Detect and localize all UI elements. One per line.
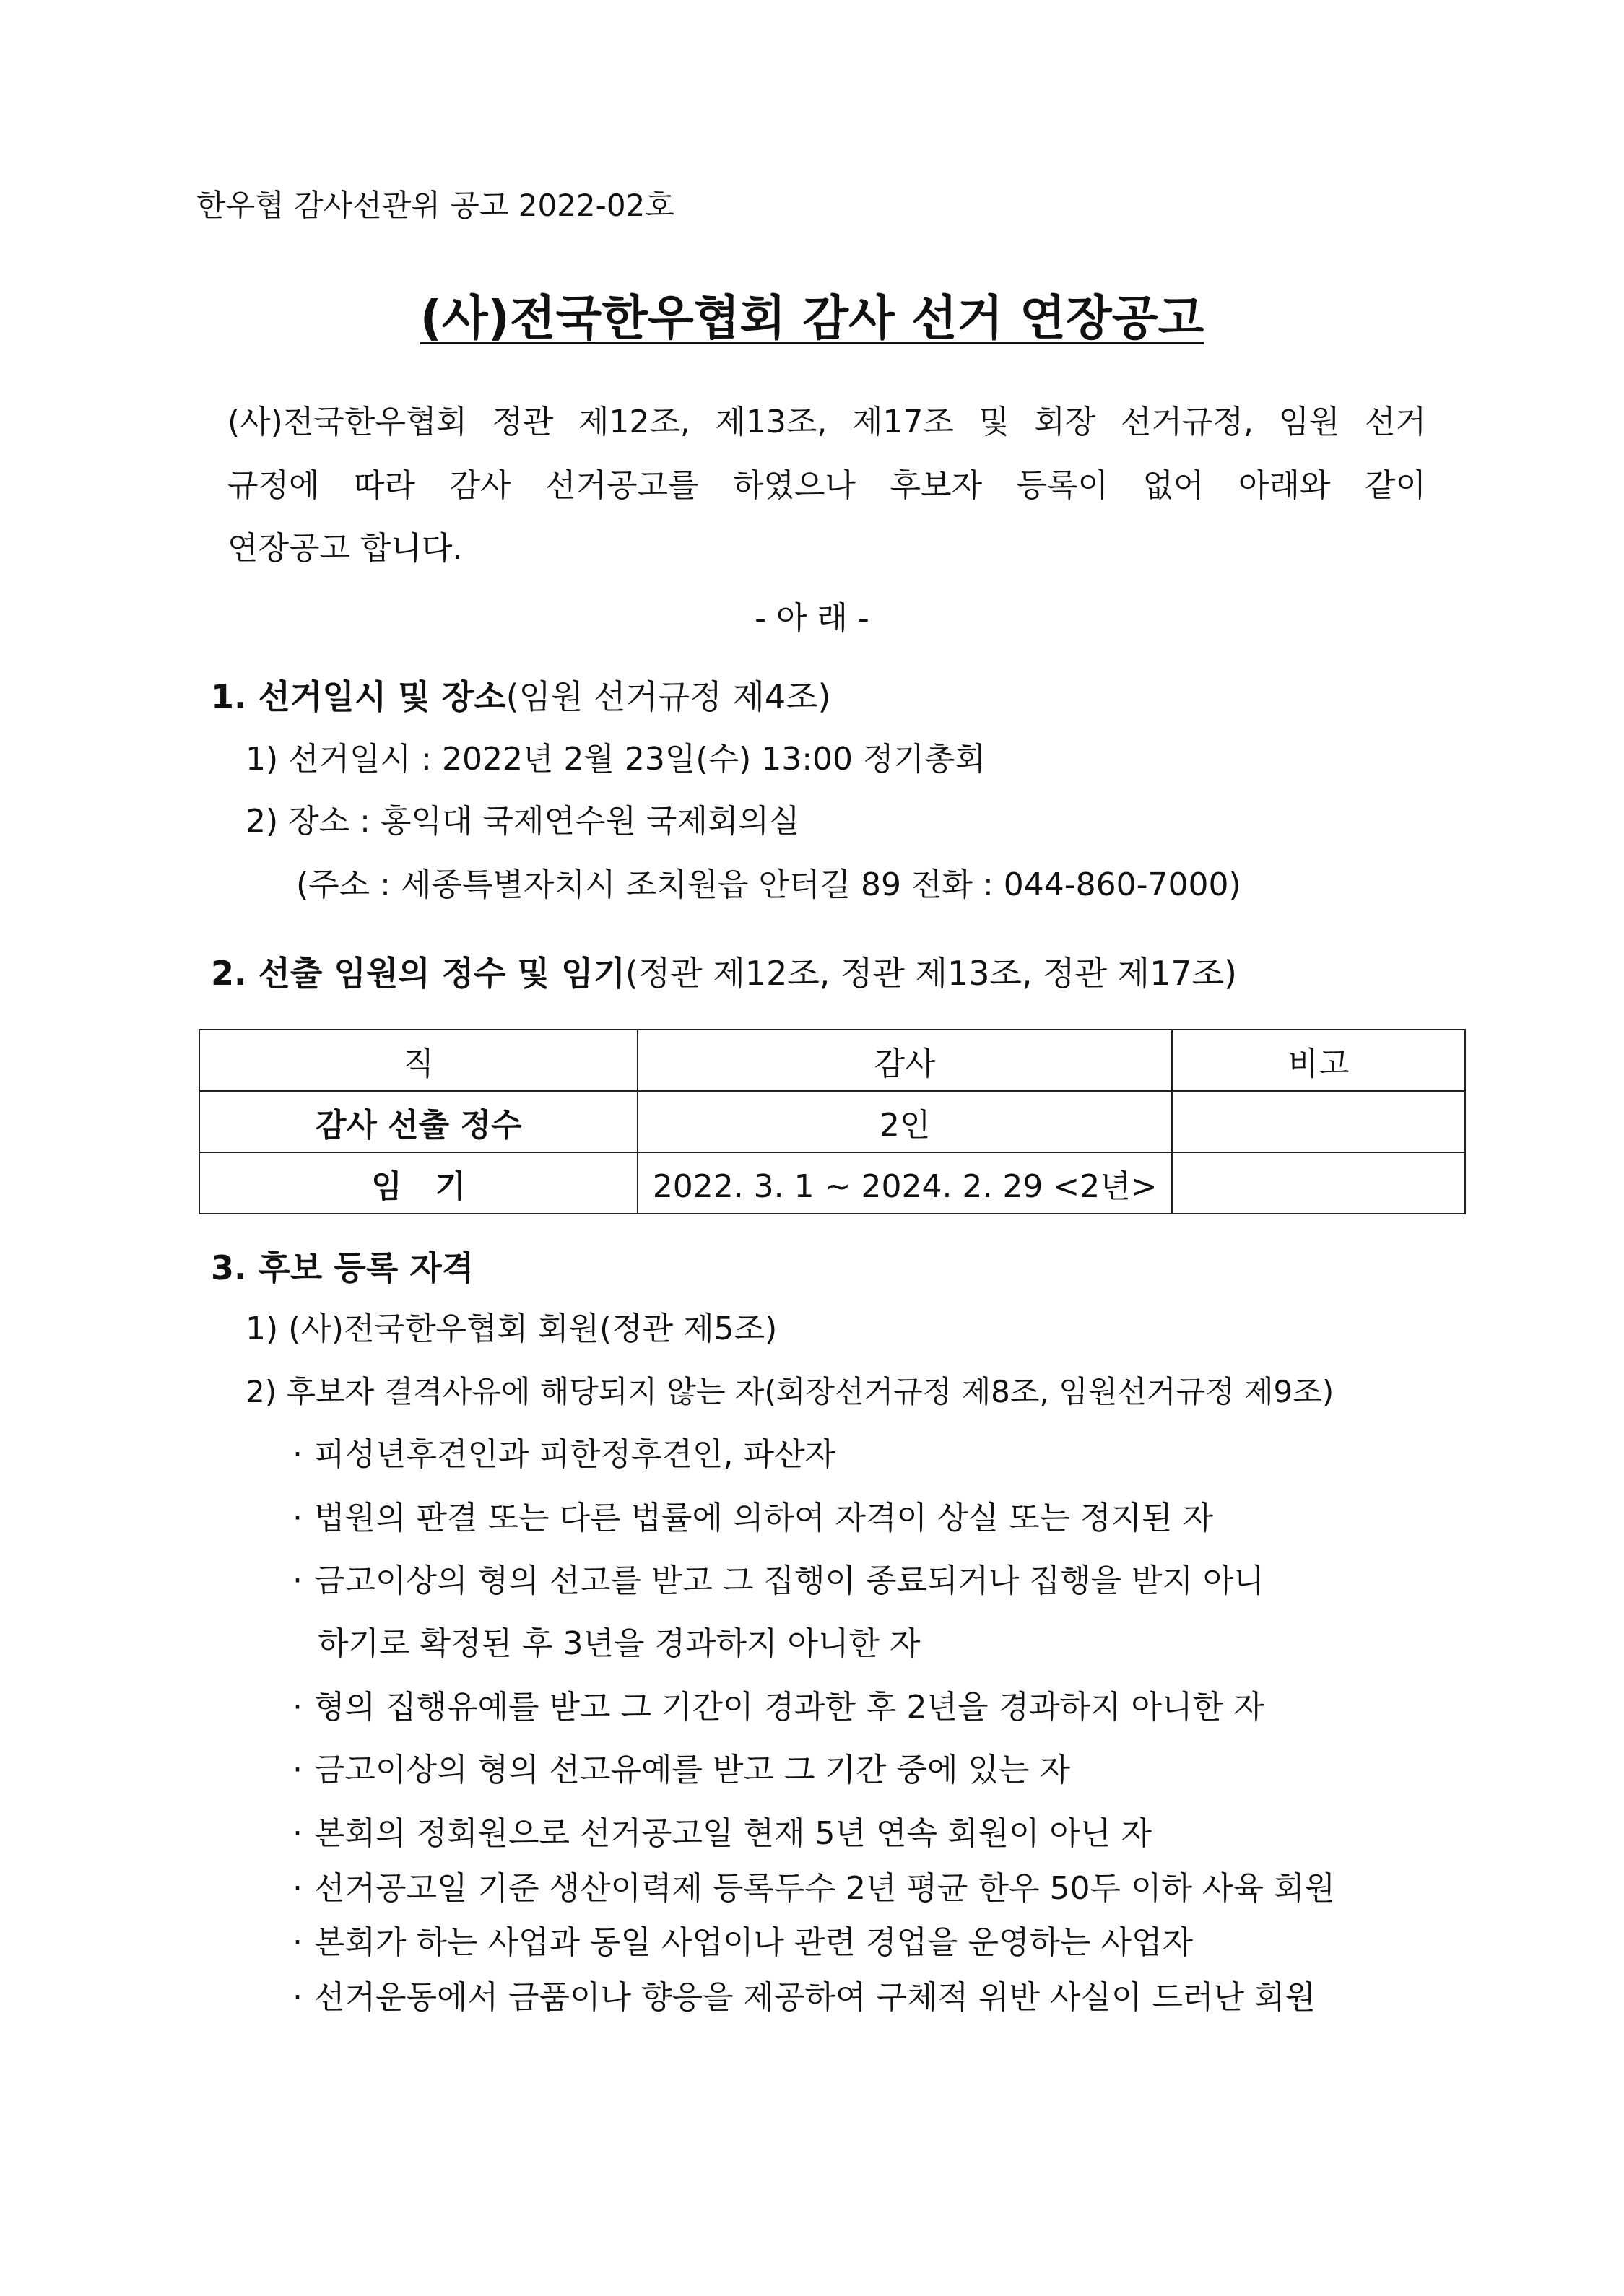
election-venue: 2) 장소 : 홍익대 국제연수원 국제회의실 <box>246 803 800 840</box>
table-row <box>199 1152 1465 1214</box>
page-title-text: (사)전국한우협회 감사 선거 연장공고 <box>420 290 1204 346</box>
section-3-heading <box>211 1246 474 1290</box>
bullet-mark: · <box>292 1870 303 1907</box>
bullet-mark: · <box>292 1815 303 1852</box>
table-cell: 감사 선출 정수 <box>199 1091 638 1152</box>
list-item-text: 본회가 하는 사업과 동일 사업이나 관련 경업을 운영하는 사업자 <box>314 1924 1193 1961</box>
bullet-mark: · <box>292 1924 303 1961</box>
list-item <box>292 1749 1070 1792</box>
table-row <box>199 1091 1465 1152</box>
eligibility-item-1: 1) (사)전국한우협회 회원(정관 제5조) <box>246 1310 778 1347</box>
bullet-mark: · <box>292 1500 303 1536</box>
table-header-cell: 감사 <box>638 1030 1172 1091</box>
notice-number: 한우협 감사선관위 공고 2022-02호 <box>196 188 674 223</box>
intro-line-3: 연장공고 합니다. <box>227 530 463 567</box>
table-cell: 2인 <box>638 1091 1172 1152</box>
list-item-text: 피성년후견인과 피한정후견인, 파산자 <box>314 1436 836 1473</box>
list-item <box>292 1812 1152 1856</box>
list-item-text: 본회의 정회원으로 선거공고일 현재 5년 연속 회원이 아닌 자 <box>314 1815 1152 1852</box>
list-item <box>292 1921 1193 1965</box>
table-cell: 임 기 <box>199 1152 638 1214</box>
list-item-text: 금고이상의 형의 선고를 받고 그 집행이 종료되거나 집행을 받지 아니 <box>314 1562 1264 1599</box>
bullet-mark: · <box>292 1752 303 1788</box>
list-item <box>292 1686 1264 1729</box>
section-3-heading-bold: 3. 후보 등록 자격 <box>211 1248 474 1287</box>
table-header-cell: 비고 <box>1172 1030 1465 1091</box>
intro-line-2: 규정에 따라 감사 선거공고를 하였으나 후보자 등록이 없어 아래와 같이 <box>227 467 1426 504</box>
section-1-heading-rest: (임원 선거규정 제4조) <box>505 677 831 716</box>
section-1-heading <box>211 675 830 718</box>
list-item <box>292 1560 1264 1603</box>
list-item-text: 선거공고일 기준 생산이력제 등록두수 2년 평균 한우 50두 이하 사육 회원 <box>314 1870 1335 1907</box>
list-item <box>292 1433 835 1477</box>
list-item-text: 법원의 판결 또는 다른 법률에 의하여 자격이 상실 또는 정지된 자 <box>314 1500 1213 1536</box>
officer-terms-table <box>199 1029 1466 1214</box>
below-marker: - 아 래 - <box>755 600 869 637</box>
bullet-mark: · <box>292 1436 303 1473</box>
section-2-heading <box>211 952 1237 995</box>
table-cell <box>1172 1152 1465 1214</box>
table-cell <box>1172 1091 1465 1152</box>
bullet-mark: · <box>292 1979 303 2016</box>
table-cell: 2022. 3. 1 ~ 2024. 2. 29 <2년> <box>638 1152 1172 1214</box>
list-item-continuation: 하기로 확정된 후 3년을 경과하지 아니한 자 <box>318 1625 921 1662</box>
list-item <box>292 1976 1316 2019</box>
section-2-heading-rest: (정관 제12조, 정관 제13조, 정관 제17조) <box>625 954 1238 993</box>
page-title <box>0 287 1624 349</box>
list-item-text: 형의 집행유예를 받고 그 기간이 경과한 후 2년을 경과하지 아니한 자 <box>314 1689 1264 1726</box>
list-item-text: 금고이상의 형의 선고유예를 받고 그 기간 중에 있는 자 <box>314 1752 1070 1788</box>
intro-line-1: (사)전국한우협회 정관 제12조, 제13조, 제17조 및 회장 선거규정, 임원 선거 <box>227 404 1427 440</box>
list-item-text: 선거운동에서 금품이나 향응을 제공하여 구체적 위반 사실이 드러난 회원 <box>314 1979 1316 2016</box>
eligibility-item-2: 2) 후보자 결격사유에 해당되지 않는 자(회장선거규정 제8조, 임원선거규정 제9조) <box>246 1374 1334 1409</box>
table-header-cell: 직 <box>199 1030 638 1091</box>
list-item <box>292 1497 1213 1540</box>
bullet-mark: · <box>292 1689 303 1726</box>
section-2-heading-bold: 2. 선출 임원의 정수 및 임기 <box>211 954 625 993</box>
table-header-row <box>199 1030 1465 1091</box>
election-datetime: 1) 선거일시 : 2022년 2월 23일(수) 13:00 정기총회 <box>246 741 986 778</box>
venue-address: (주소 : 세종특별자치시 조치원읍 안터길 89 전화 : 044-860-7000) <box>296 866 1241 903</box>
bullet-mark: · <box>292 1562 303 1599</box>
list-item <box>292 1867 1335 1910</box>
section-1-heading-bold: 1. 선거일시 및 장소 <box>211 677 506 716</box>
